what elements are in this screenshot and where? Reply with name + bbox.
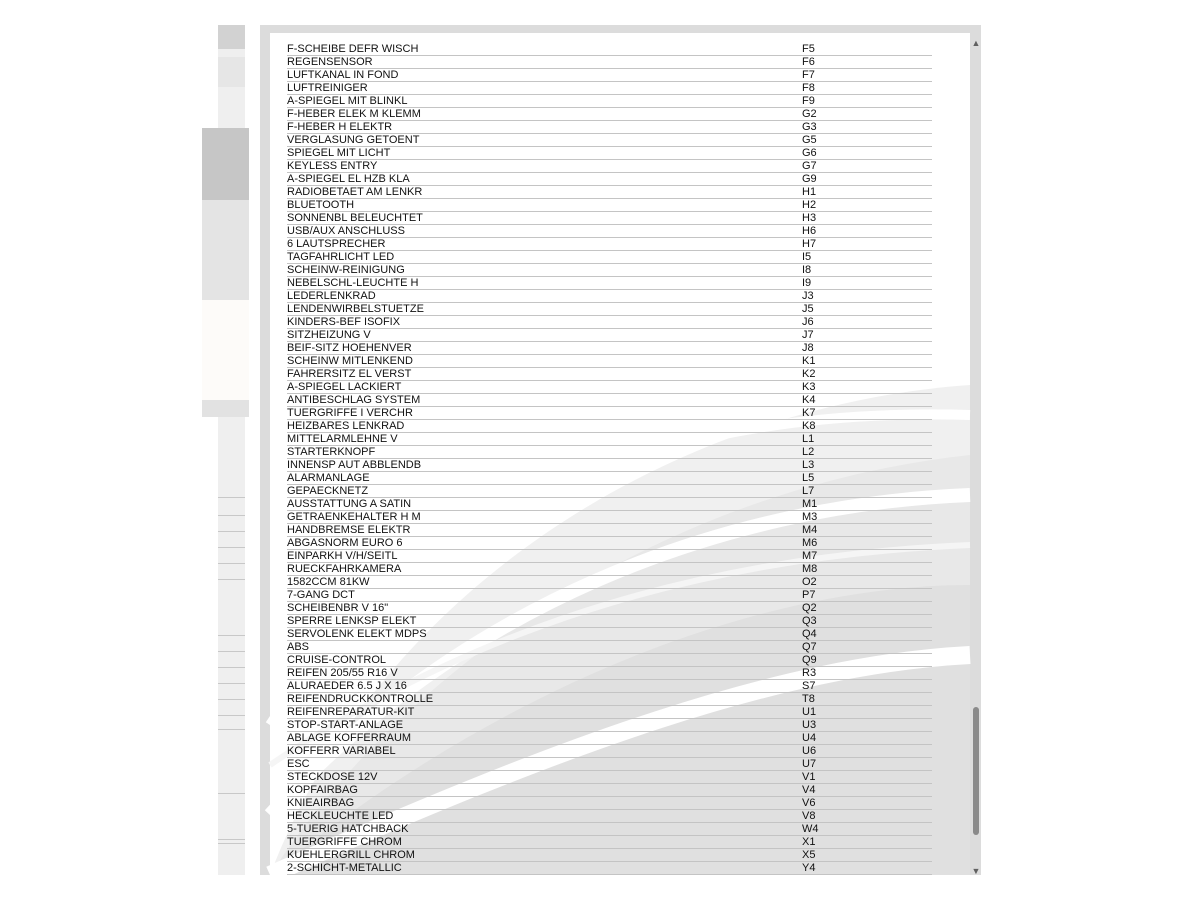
option-name: HEIZBARES LENKRAD: [287, 420, 405, 432]
option-name: GETRAENKEHALTER H M: [287, 511, 421, 523]
option-name: USB/AUX ANSCHLUSS: [287, 225, 405, 237]
list-item[interactable]: [287, 784, 932, 797]
list-item[interactable]: [287, 134, 932, 147]
list-item[interactable]: [287, 524, 932, 537]
option-name: CRUISE-CONTROL: [287, 654, 387, 666]
strip-divider: [218, 579, 245, 580]
option-code: H1: [802, 186, 817, 198]
option-code: L7: [802, 485, 815, 497]
list-item[interactable]: [287, 823, 932, 836]
option-code: K3: [802, 381, 816, 393]
list-item[interactable]: [287, 238, 932, 251]
list-item[interactable]: [287, 680, 932, 693]
option-name: ABGASNORM EURO 6: [287, 537, 403, 549]
option-name: A-SPIEGEL EL HZB KLA: [287, 173, 410, 185]
option-code: V1: [802, 771, 816, 783]
option-name: A-SPIEGEL LACKIERT: [287, 381, 402, 393]
option-name: KEYLESS ENTRY: [287, 160, 378, 172]
option-code: Q7: [802, 641, 817, 653]
option-name: HECKLEUCHTE LED: [287, 810, 394, 822]
list-item[interactable]: [287, 498, 932, 511]
panel-segment: [202, 400, 249, 417]
list-item[interactable]: [287, 264, 932, 277]
option-name: F-HEBER H ELEKTR: [287, 121, 393, 133]
list-item[interactable]: [287, 199, 932, 212]
option-name: 2-SCHICHT-METALLIC: [287, 862, 402, 874]
option-name: NEBELSCHL-LEUCHTE H: [287, 277, 419, 289]
list-item[interactable]: [287, 641, 932, 654]
list-item[interactable]: [287, 316, 932, 329]
option-code: J6: [802, 316, 814, 328]
option-code: F6: [802, 56, 815, 68]
option-code: G3: [802, 121, 817, 133]
list-item[interactable]: [287, 615, 932, 628]
option-name: AUSSTATTUNG A SATIN: [287, 498, 412, 510]
strip-divider: [218, 683, 245, 684]
list-item[interactable]: [287, 745, 932, 758]
option-name: REIFEN 205/55 R16 V: [287, 667, 398, 679]
option-code: J5: [802, 303, 814, 315]
strip-divider: [218, 729, 245, 730]
list-item[interactable]: [287, 472, 932, 485]
list-item[interactable]: [287, 95, 932, 108]
option-code: H2: [802, 199, 817, 211]
option-code: U1: [802, 706, 817, 718]
option-code: Y4: [802, 862, 816, 874]
option-name: KNIEAIRBAG: [287, 797, 355, 809]
strip-divider: [218, 699, 245, 700]
option-name: KINDERS-BEF ISOFIX: [287, 316, 401, 328]
list-item[interactable]: [287, 43, 932, 56]
list-item[interactable]: [287, 212, 932, 225]
option-code: L2: [802, 446, 815, 458]
option-name: KUEHLERGRILL CHROM: [287, 849, 415, 861]
list-item[interactable]: [287, 147, 932, 160]
option-name: TUERGRIFFE I VERCHR: [287, 407, 413, 419]
option-name: SCHEINW-REINIGUNG: [287, 264, 405, 276]
option-code: J3: [802, 290, 814, 302]
list-item[interactable]: [287, 82, 932, 95]
list-item[interactable]: [287, 693, 932, 706]
option-code: M7: [802, 550, 818, 562]
option-code: M4: [802, 524, 818, 536]
option-code: Q3: [802, 615, 817, 627]
option-code: T8: [802, 693, 815, 705]
list-item[interactable]: [287, 56, 932, 69]
list-item[interactable]: [287, 459, 932, 472]
option-name: LUFTREINIGER: [287, 82, 368, 94]
option-code: K2: [802, 368, 816, 380]
strip-divider: [218, 515, 245, 516]
option-code: L3: [802, 459, 815, 471]
option-name: HANDBREMSE ELEKTR: [287, 524, 411, 536]
strip-divider: [218, 531, 245, 532]
list-item[interactable]: [287, 667, 932, 680]
option-code: I5: [802, 251, 812, 263]
option-code: G9: [802, 173, 817, 185]
option-name: REIFENREPARATUR-KIT: [287, 706, 415, 718]
option-code: M1: [802, 498, 818, 510]
option-name: STECKDOSE 12V: [287, 771, 378, 783]
option-code: K4: [802, 394, 816, 406]
option-name: RADIOBETAET AM LENKR: [287, 186, 423, 198]
option-code: P7: [802, 589, 816, 601]
option-code: H3: [802, 212, 817, 224]
strip-block: [218, 57, 245, 87]
option-name: LUFTKANAL IN FOND: [287, 69, 399, 81]
strip-divider: [218, 839, 245, 840]
option-name: F-SCHEIBE DEFR WISCH: [287, 43, 419, 55]
panel-segment: [202, 200, 249, 300]
option-code: U7: [802, 758, 817, 770]
option-name: SONNENBL BELEUCHTET: [287, 212, 423, 224]
option-code: G5: [802, 134, 817, 146]
option-name: REGENSENSOR: [287, 56, 373, 68]
option-name: 1582CCM 81KW: [287, 576, 370, 588]
option-name: SERVOLENK ELEKT MDPS: [287, 628, 427, 640]
panel-segment: [202, 300, 249, 400]
strip-divider: [218, 547, 245, 548]
option-code: M3: [802, 511, 818, 523]
option-code: Q9: [802, 654, 817, 666]
strip-divider: [218, 843, 245, 844]
strip-divider: [218, 635, 245, 636]
option-code: U6: [802, 745, 817, 757]
option-name: ABS: [287, 641, 310, 653]
strip-block: [218, 25, 245, 49]
option-name: SPERRE LENKSP ELEKT: [287, 615, 417, 627]
list-item[interactable]: [287, 381, 932, 394]
option-name: REIFENDRUCKKONTROLLE: [287, 693, 434, 705]
option-name: LEDERLENKRAD: [287, 290, 376, 302]
option-name: EINPARKH V/H/SEITL: [287, 550, 398, 562]
option-code: J7: [802, 329, 814, 341]
strip-divider: [218, 651, 245, 652]
list-item[interactable]: [287, 368, 932, 381]
option-name: STARTERKNOPF: [287, 446, 376, 458]
option-name: 6 LAUTSPRECHER: [287, 238, 386, 250]
option-code: X5: [802, 849, 816, 861]
option-code: U4: [802, 732, 817, 744]
list-item[interactable]: [287, 277, 932, 290]
list-item[interactable]: [287, 342, 932, 355]
option-code: R3: [802, 667, 817, 679]
options-dialog: [260, 25, 981, 875]
list-item[interactable]: [287, 511, 932, 524]
option-code: S7: [802, 680, 816, 692]
list-item[interactable]: [287, 563, 932, 576]
option-name: KOFFERR VARIABEL: [287, 745, 396, 757]
option-name: SCHEINW MITLENKEND: [287, 355, 413, 367]
option-code: F7: [802, 69, 815, 81]
list-item[interactable]: [287, 836, 932, 849]
option-code: L5: [802, 472, 815, 484]
option-name: SITZHEIZUNG V: [287, 329, 371, 341]
list-item[interactable]: [287, 303, 932, 316]
option-name: SCHEIBENBR V 16": [287, 602, 389, 614]
list-item[interactable]: [287, 706, 932, 719]
list-item[interactable]: [287, 186, 932, 199]
list-item[interactable]: [287, 849, 932, 862]
option-name: ALURAEDER 6.5 J X 16: [287, 680, 407, 692]
list-item[interactable]: [287, 173, 932, 186]
option-code: Q2: [802, 602, 817, 614]
option-code: K8: [802, 420, 816, 432]
option-code: F9: [802, 95, 815, 107]
list-item[interactable]: [287, 108, 932, 121]
background-left-panel: [202, 128, 249, 417]
list-item[interactable]: [287, 628, 932, 641]
list-item[interactable]: [287, 394, 932, 407]
option-name: F-HEBER ELEK M KLEMM: [287, 108, 421, 120]
option-code: G6: [802, 147, 817, 159]
option-code: V8: [802, 810, 816, 822]
list-item[interactable]: [287, 420, 932, 433]
option-name: A-SPIEGEL MIT BLINKL: [287, 95, 408, 107]
list-item[interactable]: [287, 407, 932, 420]
vertical-scrollbar[interactable]: [970, 34, 982, 880]
option-code: H6: [802, 225, 817, 237]
list-item[interactable]: [287, 862, 932, 875]
option-name: GEPAECKNETZ: [287, 485, 369, 497]
list-item[interactable]: [287, 446, 932, 459]
list-item[interactable]: [287, 654, 932, 667]
list-item[interactable]: [287, 485, 932, 498]
list-item[interactable]: [287, 290, 932, 303]
option-code: M8: [802, 563, 818, 575]
strip-divider: [218, 563, 245, 564]
list-item[interactable]: [287, 329, 932, 342]
scroll-down-arrow-icon[interactable]: ▼: [971, 866, 981, 876]
option-name: INNENSP AUT ABBLENDB: [287, 459, 422, 471]
list-item[interactable]: [287, 355, 932, 368]
option-code: I8: [802, 264, 812, 276]
option-code: J8: [802, 342, 814, 354]
option-name: ANTIBESCHLAG SYSTEM: [287, 394, 421, 406]
list-item[interactable]: [287, 589, 932, 602]
option-name: MITTELARMLEHNE V: [287, 433, 398, 445]
option-code: H7: [802, 238, 817, 250]
option-name: KOPFAIRBAG: [287, 784, 358, 796]
list-item[interactable]: [287, 550, 932, 563]
list-item[interactable]: [287, 810, 932, 823]
list-item[interactable]: [287, 576, 932, 589]
list-item[interactable]: [287, 602, 932, 615]
option-code: K7: [802, 407, 816, 419]
option-code: F8: [802, 82, 815, 94]
options-list-pane[interactable]: [270, 35, 970, 875]
option-code: M6: [802, 537, 818, 549]
option-code: V6: [802, 797, 816, 809]
option-code: I9: [802, 277, 812, 289]
scrollbar-thumb[interactable]: [973, 707, 979, 835]
option-code: G7: [802, 160, 817, 172]
list-item[interactable]: [287, 121, 932, 134]
option-name: ABLAGE KOFFERRAUM: [287, 732, 412, 744]
option-code: U3: [802, 719, 817, 731]
options-list: [287, 43, 932, 875]
option-name: RUECKFAHRKAMERA: [287, 563, 402, 575]
list-item[interactable]: [287, 251, 932, 264]
option-code: F5: [802, 43, 815, 55]
option-name: ESC: [287, 758, 310, 770]
option-code: L1: [802, 433, 815, 445]
option-code: K1: [802, 355, 816, 367]
option-name: LENDENWIRBELSTUETZE: [287, 303, 424, 315]
list-item[interactable]: [287, 69, 932, 82]
strip-divider: [218, 793, 245, 794]
strip-divider: [218, 715, 245, 716]
list-item[interactable]: [287, 797, 932, 810]
option-code: X1: [802, 836, 816, 848]
list-item[interactable]: [287, 537, 932, 550]
option-name: TAGFAHRLICHT LED: [287, 251, 395, 263]
option-name: ALARMANLAGE: [287, 472, 370, 484]
scroll-up-arrow-icon[interactable]: ▲: [971, 38, 981, 48]
list-item[interactable]: [287, 771, 932, 784]
option-name: TUERGRIFFE CHROM: [287, 836, 402, 848]
option-code: V4: [802, 784, 816, 796]
panel-segment: [202, 128, 249, 200]
option-name: BEIF-SITZ HOEHENVER: [287, 342, 412, 354]
list-item[interactable]: [287, 160, 932, 173]
list-item[interactable]: [287, 433, 932, 446]
option-name: FAHRERSITZ EL VERST: [287, 368, 412, 380]
option-name: VERGLASUNG GETOENT: [287, 134, 420, 146]
option-name: BLUETOOTH: [287, 199, 355, 211]
list-item[interactable]: [287, 758, 932, 771]
list-item[interactable]: [287, 225, 932, 238]
option-code: G2: [802, 108, 817, 120]
option-name: SPIEGEL MIT LICHT: [287, 147, 391, 159]
option-code: O2: [802, 576, 817, 588]
strip-divider: [218, 667, 245, 668]
option-code: Q4: [802, 628, 817, 640]
strip-divider: [218, 497, 245, 498]
option-name: 5-TUERIG HATCHBACK: [287, 823, 409, 835]
list-item[interactable]: [287, 732, 932, 745]
option-name: 7-GANG DCT: [287, 589, 355, 601]
list-item[interactable]: [287, 719, 932, 732]
option-name: STOP-START-ANLAGE: [287, 719, 404, 731]
option-code: W4: [802, 823, 819, 835]
